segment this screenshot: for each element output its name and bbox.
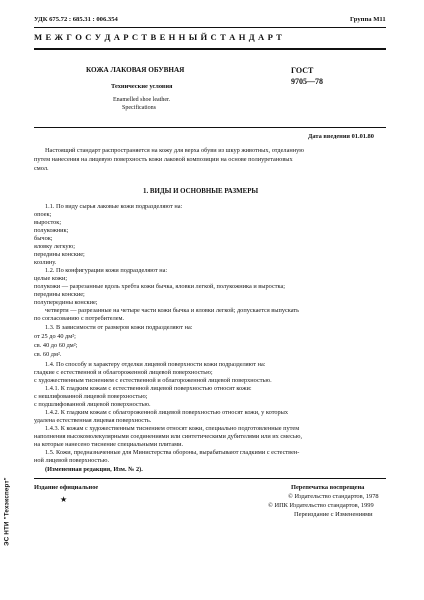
amendment-note: (Измененная редакция, Изм. № 2). xyxy=(45,466,143,473)
text-line: гладкие с естественной и облагороженной лицевой поверхностью; xyxy=(34,369,213,376)
english-subtitle: Specifications xyxy=(122,105,156,111)
text-line: ной лицевой поверхностью. xyxy=(34,457,110,464)
header-rule-bottom xyxy=(34,48,386,50)
english-title: Enamelled shoe leather. xyxy=(113,97,171,103)
intro-paragraph-line-1: Настоящий стандарт распространяется на кожу для верха обуви из шкур животных, отделанную xyxy=(45,147,304,154)
text-line: полупередины конские; xyxy=(34,299,98,306)
text-line: 1.4.1. К гладким кожам с естественной лицевой поверхностью относят кожи: xyxy=(45,385,252,392)
text-line: с художественным тиснением с естественной и облагороженной лицевой поверхностью. xyxy=(34,377,272,384)
text-line: козлину. xyxy=(34,259,57,266)
text-line: с подшлифованной лицевой поверхностью. xyxy=(34,401,151,408)
text-line: св. 60 дм². xyxy=(34,351,62,358)
text-line: на которые нанесено тиснение специальными плитами. xyxy=(34,441,184,448)
udk-code: УДК 675.72 : 685.31 : 006.354 xyxy=(34,16,118,23)
text-line: яловку легкую; xyxy=(34,243,75,250)
reissue-note: Переиздание с Изменениями xyxy=(294,511,373,518)
document-title: КОЖА ЛАКОВАЯ ОБУВНАЯ xyxy=(86,66,185,74)
text-line: 1.3. В зависимости от размеров кожи подразделяют на: xyxy=(45,324,193,331)
sidebar-stamp xyxy=(1,430,13,600)
document-subtitle: Технические условия xyxy=(111,83,173,90)
text-line: удалена естественная лицевая поверхность. xyxy=(34,417,152,424)
text-line: передины конские; xyxy=(34,291,85,298)
text-line: 1.4.3. К кожам с художественным тиснением относят кожи, специально подготовленные путем xyxy=(45,425,300,432)
text-line: 1.4.2. К гладким кожам с облагороженной лицевой поверхностью относят кожи, у которых xyxy=(45,409,289,416)
text-line: четверти — разрезанные на четыре части кожи бычка и яловки легкой; допускается выпускать xyxy=(45,307,300,314)
text-line: 1.2. По конфигурации кожи подразделяют на: xyxy=(45,267,168,274)
reprint-prohibited: Перепечатка воспрещена xyxy=(291,484,365,491)
text-line: по согласованию с потребителем. xyxy=(34,315,125,322)
gost-label: ГОСТ xyxy=(291,66,314,75)
official-edition: Издание официальное xyxy=(34,484,99,491)
text-line: полукожи — разрезанные вдоль хребта кожи бычка, яловки легкой, полукожника и выростка; xyxy=(34,283,286,290)
text-line: передины конские; xyxy=(34,251,85,258)
intro-rule xyxy=(34,127,386,128)
text-line: бычок; xyxy=(34,235,53,242)
intro-paragraph-line-3: смол. xyxy=(34,165,49,172)
copyright-1978: © Издательство стандартов, 1978 xyxy=(288,493,379,500)
header-rule-top xyxy=(34,27,386,28)
text-line: выросток; xyxy=(34,219,62,226)
footer-rule xyxy=(34,478,386,479)
text-line: 1.5. Кожи, предназначенные для Министерства обороны, вырабатывают гладкими с естествен- xyxy=(45,449,300,456)
standard-banner: М Е Ж Г О С У Д А Р С Т В Е Н Н Ы Й С Т А Н Д А Р Т xyxy=(34,32,283,42)
group-code: Группа М11 xyxy=(350,16,386,23)
star-mark: ★ xyxy=(60,495,68,504)
text-line: 1.1. По виду сырья лаковые кожи подразделяют на: xyxy=(45,203,183,210)
text-line: с нешлифованной лицевой поверхностью; xyxy=(34,393,148,400)
introduction-date: Дата введения 01.01.80 xyxy=(308,133,374,140)
text-line: опоек; xyxy=(34,211,52,218)
text-line: полукожник; xyxy=(34,227,69,234)
sidebar-stamp-text: ЭС НТИ "Техэксперт" xyxy=(3,477,11,546)
copyright-1999: © ИПК Издательство стандартов, 1999 xyxy=(268,502,374,509)
text-line: 1.4. По способу и характеру отделки лицевой поверхности кожи подразделяют на: xyxy=(45,361,266,368)
intro-paragraph-line-2: путем нанесения на лицевую поверхность кожи лаковой композиции на основе полиуретановых xyxy=(34,156,293,163)
gost-number: 9705—78 xyxy=(291,77,323,86)
text-line: наполнения высокомолекулярными соединениями или синтетическими дубителями или их смесью, xyxy=(34,433,303,440)
text-line: от 25 до 40 дм²; xyxy=(34,333,76,340)
section-heading: 1. ВИДЫ И ОСНОВНЫЕ РАЗМЕРЫ xyxy=(143,188,259,195)
text-line: св. 40 до 60 дм²; xyxy=(34,342,78,349)
text-line: целые кожи; xyxy=(34,275,68,282)
